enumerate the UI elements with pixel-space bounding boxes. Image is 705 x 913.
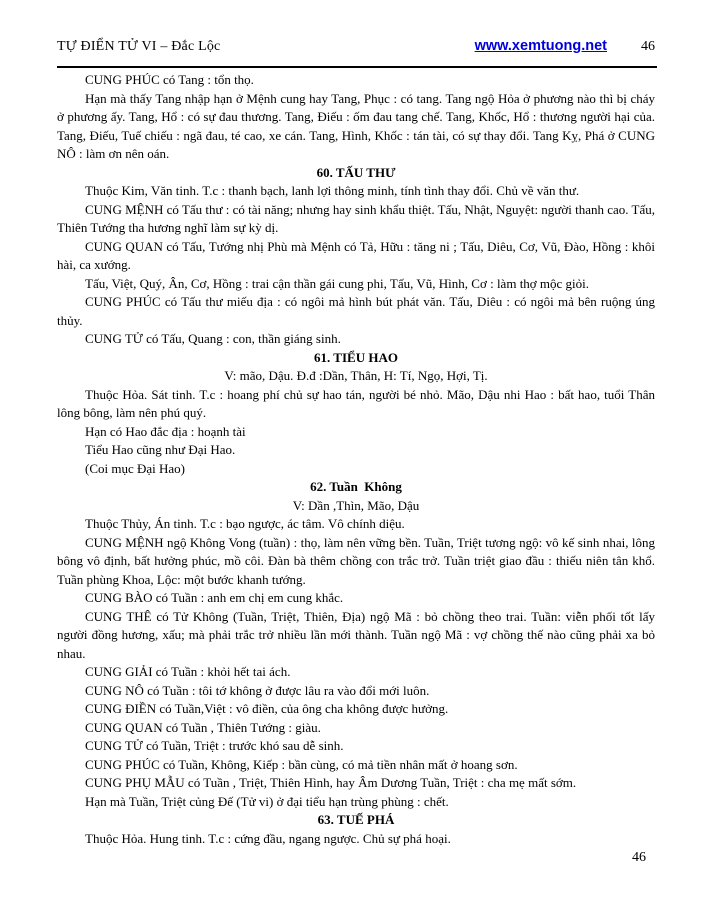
paragraph: CUNG ĐIỀN có Tuần,Việt : vô điền, của ông cha không được hưởng. bbox=[85, 701, 449, 716]
paragraph: Hạn mà Tuần, Triệt củng Đế (Tử vi) ở đại tiểu hạn trùng phùng : chết. bbox=[85, 793, 449, 809]
paragraph: CUNG PHÚC có Tang : tổn thọ. bbox=[85, 72, 254, 87]
footer-page-number: 46 bbox=[632, 850, 646, 865]
paragraph: Tấu, Việt, Quý, Ân, Cơ, Hồng : trai cận thần gái cung phi, Tấu, Vũ, Hình, Cơ : làm thợ mộc giỏi. bbox=[85, 275, 590, 291]
page-content bbox=[57, 71, 655, 848]
paragraph: (Coi mục Đại Hao) bbox=[85, 460, 186, 476]
paragraph: Hạn có Hao đắc địa : hoạnh tài bbox=[85, 423, 246, 439]
paragraph: CUNG TỬ có Tấu, Quang : con, thần giáng sinh. bbox=[85, 331, 341, 346]
paragraph: Hạn mà thấy Tang nhập hạn ở Mệnh cung hay Tang, Phục : có tang. Tang ngộ Hỏa ở phương nào thì bị cháy ở phương ấy. Tang, Hổ : có sự đau thương. Tang, Điếu : ốm đau tang chế. Tang, Khốc, Hổ : thương người hại của. Tang, Điếu, Tuế chiếu : ngã đau, té cao, xe cán. Tang, Hình, Khốc : tán tài, có sự thay đổi. Tang Kỵ, Phá ở CUNG NÔ : làm ơn nên oán. bbox=[57, 90, 655, 161]
paragraph: CUNG MỆNH có Tấu thư : có tài năng; nhưng hay sinh khẩu thiệt. Tấu, Nhật, Nguyệt: người thanh cao. Tấu, Thiên Tướng tha hương nghĩ làm sự kỳ dị. bbox=[57, 201, 655, 235]
header-page-number: 46 bbox=[641, 39, 655, 54]
paragraph: CUNG NÔ có Tuần : tôi tớ không ở được lâu ra vào đổi mới luôn. bbox=[85, 682, 430, 698]
paragraph: Thuộc Thủy, Án tinh. T.c : bạo ngược, ác tâm. Vô chính diệu. bbox=[85, 516, 405, 531]
paragraph: CUNG PHỤ MẪU có Tuần , Triệt, Thiên Hình, hay Âm Dương Tuần, Triệt : cha mẹ mất sớm. bbox=[85, 775, 577, 790]
paragraph: Thuộc Kim, Văn tinh. T.c : thanh bạch, lanh lợi thông minh, tính tình thay đổi. Chủ về văn thư. bbox=[85, 183, 580, 198]
paragraph: CUNG QUAN có Tuần , Thiên Tướng : giàu. bbox=[85, 719, 321, 735]
paragraph: Thuộc Hỏa. Sát tinh. T.c : hoang phí chủ sự hao tán, người bé nhỏ. Mão, Dậu nhi Hao : bất hao, tuổi Thân lông bông, làm nên phú quý. bbox=[57, 386, 655, 420]
section-heading: 62. Tuần Không bbox=[310, 479, 402, 494]
book-title: TỰ ĐIỂN TỬ VI – Đắc Lộc bbox=[57, 39, 221, 54]
section-heading: 60. TẤU THƯ bbox=[316, 164, 396, 180]
paragraph: CUNG THÊ có Tử Không (Tuần, Triệt, Thiên, Địa) ngộ Mã : bỏ chồng theo trai. Tuần: viễn phối tốt lấy người đồng hương, xấu; mà phải trắc trở nhiều lần mới thành. Tuần ngộ Mã : vợ chồng thế nào cũng phải xa bỏ nhau. bbox=[57, 608, 655, 661]
paragraph: CUNG PHÚC có Tuần, Không, Kiếp : bần cùng, có mả tiền nhân mất ở hoang sơn. bbox=[85, 756, 518, 772]
paragraph: Tiểu Hao cũng như Đại Hao. bbox=[85, 442, 236, 457]
website-link[interactable]: www.xemtuong.net bbox=[474, 38, 607, 54]
center-line: V: Dần ,Thìn, Mão, Dậu bbox=[292, 497, 420, 513]
paragraph: CUNG QUAN có Tấu, Tướng nhị Phù mà Mệnh có Tả, Hữu : tăng ni ; Tấu, Diêu, Cơ, Vũ, Đào, Hồng : khôi hài, ca xướng. bbox=[57, 238, 655, 272]
section-heading: 63. TUẾ PHÁ bbox=[317, 812, 395, 827]
header-divider bbox=[57, 66, 657, 68]
page-header bbox=[57, 38, 655, 55]
paragraph: Thuộc Hỏa. Hung tinh. T.c : cứng đầu, ngang ngược. Chủ sự phá hoại. bbox=[85, 830, 451, 846]
paragraph: CUNG GIẢI có Tuần : khỏi hết tai ách. bbox=[85, 664, 291, 679]
paragraph: CUNG PHÚC có Tấu thư miếu địa : có ngôi mả hình bút phát văn. Tấu, Diêu : có ngôi mả bên ruộng úng thủy. bbox=[57, 294, 655, 328]
center-line: V: mão, Dậu. Đ.đ :Dần, Thân, H: Tí, Ngọ, Hợi, Tị. bbox=[224, 368, 488, 383]
paragraph: CUNG TỬ có Tuần, Triệt : trước khó sau dễ sinh. bbox=[85, 738, 344, 753]
paragraph: CUNG MỆNH ngộ Không Vong (tuần) : thọ, làm nên vững bền. Tuần, Triệt tương ngộ: vô kế sinh nhai, lông bông vô định, bất hưởng phúc, mồ côi. Đàn bà thêm chồng con trắc trở. Tuần triệt giao đầu : thiếu niên tân khổ. Tuần phùng Khoa, Lộc: một bước khanh tướng. bbox=[57, 534, 655, 587]
section-heading: 61. TIỂU HAO bbox=[314, 349, 398, 365]
paragraph: CUNG BÀO có Tuần : anh em chị em cung khắc. bbox=[85, 590, 344, 605]
